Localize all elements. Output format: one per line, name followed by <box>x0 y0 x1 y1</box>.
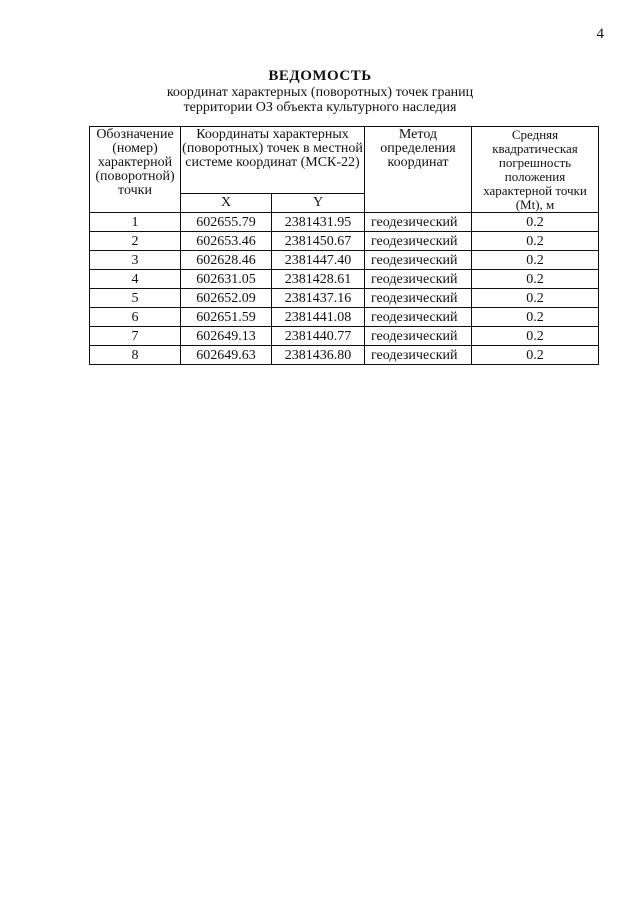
cell-point-number: 3 <box>90 251 181 270</box>
cell-error: 0.2 <box>472 327 599 346</box>
cell-y: 2381440.77 <box>272 327 365 346</box>
cell-x: 602649.13 <box>181 327 272 346</box>
table-row <box>90 270 599 289</box>
cell-y: 2381437.16 <box>272 289 365 308</box>
cell-y: 2381441.08 <box>272 308 365 327</box>
cell-x: 602653.46 <box>181 232 272 251</box>
coordinates-table <box>89 126 599 365</box>
cell-method: геодезический <box>365 289 472 308</box>
cell-y: 2381431.95 <box>272 213 365 232</box>
header-y: Y <box>272 193 365 213</box>
table-body <box>90 213 599 365</box>
table-row <box>90 289 599 308</box>
cell-method: геодезический <box>365 270 472 289</box>
table-row <box>90 327 599 346</box>
cell-method: геодезический <box>365 327 472 346</box>
cell-x: 602655.79 <box>181 213 272 232</box>
header-coordinates: Координаты характерных (поворотных) точек в местной системе координат (МСК-22) <box>181 127 365 194</box>
table-row <box>90 213 599 232</box>
cell-method: геодезический <box>365 251 472 270</box>
cell-point-number: 8 <box>90 346 181 365</box>
page-number: 4 <box>596 26 604 42</box>
cell-error: 0.2 <box>472 289 599 308</box>
cell-error: 0.2 <box>472 270 599 289</box>
table-row <box>90 346 599 365</box>
cell-error: 0.2 <box>472 232 599 251</box>
cell-method: геодезический <box>365 232 472 251</box>
cell-point-number: 4 <box>90 270 181 289</box>
cell-point-number: 7 <box>90 327 181 346</box>
table-row <box>90 308 599 327</box>
table-row <box>90 251 599 270</box>
cell-error: 0.2 <box>472 213 599 232</box>
cell-x: 602652.09 <box>181 289 272 308</box>
header-method: Метод определения координат <box>365 127 472 213</box>
cell-method: геодезический <box>365 213 472 232</box>
cell-method: геодезический <box>365 346 472 365</box>
document-title: ВЕДОМОСТЬ <box>268 68 372 84</box>
cell-x: 602628.46 <box>181 251 272 270</box>
cell-y: 2381450.67 <box>272 232 365 251</box>
cell-x: 602649.63 <box>181 346 272 365</box>
cell-error: 0.2 <box>472 308 599 327</box>
cell-method: геодезический <box>365 308 472 327</box>
cell-y: 2381436.80 <box>272 346 365 365</box>
header-error: Средняя квадратическая погрешность положения характерной точки (Mt), м <box>472 127 599 213</box>
header-point-number: Обозначение (номер) характерной (поворотной) точки <box>90 127 181 213</box>
cell-point-number: 5 <box>90 289 181 308</box>
cell-y: 2381447.40 <box>272 251 365 270</box>
cell-x: 602631.05 <box>181 270 272 289</box>
table-row <box>90 232 599 251</box>
document-subtitle-line2: территории ОЗ объекта культурного наследия <box>183 100 457 115</box>
table-header-row <box>90 127 599 194</box>
cell-point-number: 2 <box>90 232 181 251</box>
cell-error: 0.2 <box>472 346 599 365</box>
document-subtitle-line1: координат характерных (поворотных) точек границ <box>166 85 474 100</box>
header-x: X <box>181 193 272 213</box>
document-header <box>0 68 640 115</box>
cell-error: 0.2 <box>472 251 599 270</box>
cell-y: 2381428.61 <box>272 270 365 289</box>
cell-point-number: 6 <box>90 308 181 327</box>
cell-point-number: 1 <box>90 213 181 232</box>
cell-x: 602651.59 <box>181 308 272 327</box>
